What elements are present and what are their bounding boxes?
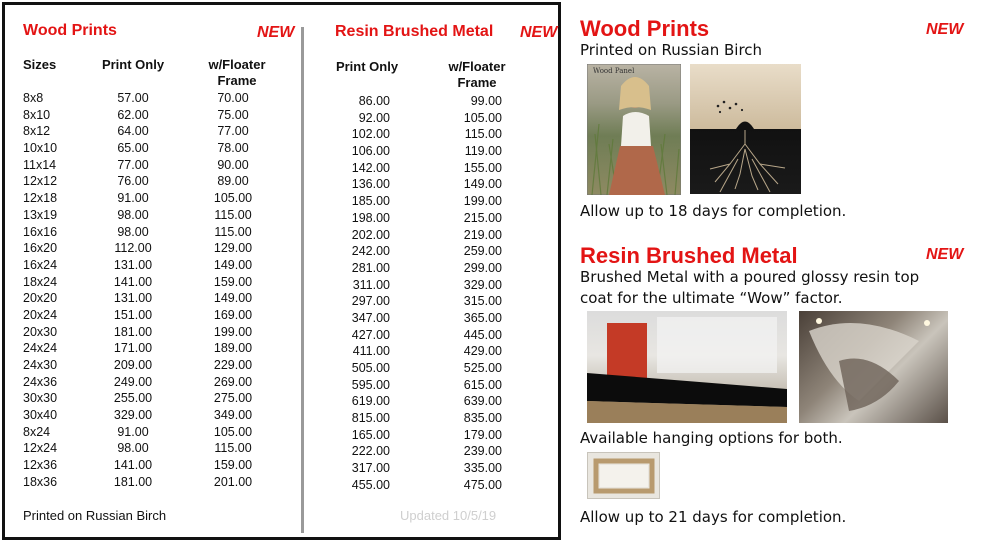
table-row: [335, 176, 535, 193]
print-only-cell: 455.00: [351, 477, 390, 492]
tree-roots-photo: [690, 64, 801, 194]
floater-cell: 77.00: [217, 124, 249, 139]
print-only-cell: 77.00: [117, 157, 149, 172]
price-list-panel: [2, 2, 561, 540]
print-only-cell: 92.00: [358, 110, 390, 125]
floater-cell: 105.00: [213, 424, 253, 439]
size-cell: 24x24: [23, 341, 58, 356]
print-only-cell: 619.00: [351, 394, 390, 409]
print-only-cell: 202.00: [351, 227, 390, 242]
resin-description-line2: coat for the ultimate “Wow” factor.: [580, 289, 843, 307]
wood-footer-note: Printed on Russian Birch: [23, 508, 167, 523]
print-only-cell: 131.00: [113, 257, 153, 272]
print-only-cell: 65.00: [117, 141, 149, 156]
print-only-cell: 181.00: [113, 474, 153, 489]
resin-price-table: [335, 93, 535, 494]
size-cell: 18x36: [23, 474, 58, 489]
print-only-cell: 151.00: [113, 307, 153, 322]
print-only-cell: 815.00: [351, 411, 390, 426]
table-row: [335, 126, 535, 143]
resin-completion-note: Allow up to 21 days for completion.: [580, 508, 847, 526]
table-row: [23, 474, 293, 491]
print-only-cell: 427.00: [351, 327, 390, 342]
floater-cell: 315.00: [463, 294, 502, 309]
resin-title: Resin Brushed Metal: [335, 23, 494, 40]
table-row: [23, 457, 293, 474]
column-divider: [301, 27, 304, 533]
floater-cell: 189.00: [213, 341, 253, 356]
resin-print-photo: [799, 311, 948, 423]
print-only-cell: 91.00: [117, 424, 149, 439]
floater-cell: 99.00: [470, 94, 502, 108]
table-row: [335, 393, 535, 410]
floater-cell: 229.00: [213, 358, 253, 372]
size-cell: 10x10: [23, 141, 58, 156]
floater-cell: 349.00: [213, 408, 253, 423]
floater-cell: 639.00: [463, 394, 502, 409]
print-only-cell: 255.00: [113, 391, 153, 406]
print-only-cell: 198.00: [351, 210, 390, 225]
table-row: [23, 140, 293, 157]
floater-cell: 259.00: [463, 244, 502, 259]
table-row: [335, 260, 535, 277]
print-only-cell: 181.00: [113, 324, 153, 339]
floater-cell: 475.00: [463, 477, 502, 492]
table-row: [23, 374, 293, 391]
floater-cell: 335.00: [463, 461, 502, 476]
print-only-cell: 329.00: [113, 408, 153, 423]
floater-cell: 179.00: [463, 427, 502, 442]
floater-cell: 115.00: [464, 127, 502, 142]
table-row: [23, 340, 293, 357]
wood-price-table: [23, 90, 293, 491]
right-wood-subtitle: Printed on Russian Birch: [580, 41, 763, 59]
print-only-cell: 281.00: [351, 260, 390, 275]
size-cell: 20x30: [23, 324, 58, 339]
right-wood-title: Wood Prints: [580, 16, 710, 41]
floater-cell: 199.00: [213, 324, 253, 339]
table-row: [23, 157, 293, 174]
wood-prints-title: Wood Prints: [23, 22, 117, 39]
size-cell: 18x24: [23, 274, 58, 289]
table-row: [23, 440, 293, 457]
floater-cell: 105.00: [213, 191, 253, 206]
size-cell: 24x30: [23, 358, 58, 372]
table-row: [23, 224, 293, 241]
size-cell: 20x24: [23, 307, 58, 322]
print-only-cell: 297.00: [351, 294, 390, 309]
floater-cell: 299.00: [463, 260, 502, 275]
floater-cell: 169.00: [213, 307, 253, 322]
right-resin-title: Resin Brushed Metal: [580, 243, 798, 268]
table-row: [335, 443, 535, 460]
table-row: [23, 257, 293, 274]
print-only-cell: 222.00: [351, 444, 390, 459]
resin-edge-photo: [587, 311, 787, 423]
table-row: [335, 310, 535, 327]
table-row: [335, 477, 535, 494]
size-cell: 12x36: [23, 458, 58, 473]
floater-cell: 89.00: [217, 174, 249, 189]
table-row: [335, 377, 535, 394]
print-only-cell: 136.00: [351, 177, 390, 192]
size-cell: 8x12: [23, 124, 51, 139]
floater-cell: 115.00: [214, 207, 252, 222]
floater-cell: 149.00: [463, 177, 502, 192]
print-only-cell: 311.00: [352, 277, 390, 292]
size-cell: 8x8: [23, 91, 44, 105]
table-row: [23, 190, 293, 207]
floater-cell: 90.00: [217, 157, 249, 172]
floater-cell: 429.00: [463, 344, 502, 359]
floater-cell: 115.00: [214, 224, 252, 239]
table-row: [335, 110, 535, 127]
print-only-cell: 64.00: [117, 124, 149, 139]
hanging-options-note: Available hanging options for both.: [580, 429, 843, 447]
table-row: [23, 173, 293, 190]
table-row: [335, 193, 535, 210]
print-only-cell: 98.00: [117, 441, 149, 456]
table-row: [335, 160, 535, 177]
table-row: [23, 123, 293, 140]
floater-cell: 149.00: [213, 257, 253, 272]
print-only-cell: 91.00: [117, 191, 149, 206]
sizes-header: Sizes: [23, 57, 57, 72]
floater-cell: 835.00: [463, 411, 502, 426]
table-row: [335, 460, 535, 477]
updated-note: Updated 10/5/19: [400, 508, 497, 523]
table-row: [335, 210, 535, 227]
print-only-cell: 347.00: [351, 310, 390, 325]
print-only-cell: 185.00: [351, 194, 390, 209]
wood-panel-label: Wood Panel: [593, 67, 635, 75]
print-only-cell: 62.00: [117, 107, 149, 122]
print-only-cell: 102.00: [351, 127, 390, 142]
table-row: [23, 290, 293, 307]
table-row: [335, 277, 535, 294]
resin-new-badge: NEW: [520, 24, 558, 41]
table-row: [23, 90, 293, 107]
wood-floater-header: w/Floater Frame: [208, 57, 266, 88]
table-row: [23, 424, 293, 441]
table-row: [335, 143, 535, 160]
floater-cell: 615.00: [463, 377, 502, 392]
floater-cell: 445.00: [463, 327, 502, 342]
right-resin-new-badge: NEW: [926, 246, 964, 263]
size-cell: 16x20: [23, 241, 58, 256]
table-row: [335, 327, 535, 344]
size-cell: 30x30: [23, 391, 58, 406]
floater-cell: 365.00: [463, 310, 502, 325]
table-row: [23, 274, 293, 291]
resin-description-line1: Brushed Metal with a poured glossy resin top: [580, 268, 920, 286]
size-cell: 13x19: [23, 207, 58, 222]
table-row: [335, 227, 535, 244]
floater-cell: 105.00: [463, 110, 502, 125]
table-row: [335, 243, 535, 260]
print-only-cell: 209.00: [113, 358, 153, 372]
size-cell: 16x24: [23, 257, 58, 272]
floater-cell: 159.00: [213, 274, 253, 289]
print-only-cell: 411.00: [352, 344, 390, 359]
print-only-cell: 106.00: [351, 144, 390, 159]
table-row: [23, 324, 293, 341]
floater-cell: 119.00: [464, 144, 502, 159]
print-only-cell: 98.00: [117, 207, 149, 222]
size-cell: 20x20: [23, 291, 58, 306]
table-row: [335, 293, 535, 310]
size-cell: 12x24: [23, 441, 58, 456]
floater-cell: 75.00: [217, 107, 249, 122]
size-cell: 8x24: [23, 424, 51, 439]
table-row: [23, 390, 293, 407]
table-row: [23, 107, 293, 124]
floater-cell: 159.00: [213, 458, 253, 473]
print-only-cell: 165.00: [351, 427, 390, 442]
floater-cell: 219.00: [463, 227, 502, 242]
print-only-cell: 98.00: [117, 224, 149, 239]
resin-print-only-header: Print Only: [335, 59, 399, 74]
print-only-cell: 317.00: [351, 461, 390, 476]
table-row: [23, 207, 293, 224]
floater-cell: 78.00: [217, 141, 249, 156]
print-only-cell: 57.00: [117, 91, 149, 105]
floater-cell: 239.00: [463, 444, 502, 459]
table-row: [23, 240, 293, 257]
size-cell: 24x36: [23, 374, 58, 389]
floater-cell: 129.00: [213, 241, 253, 256]
size-cell: 8x10: [23, 107, 51, 122]
table-row: [23, 357, 293, 374]
table-row: [23, 307, 293, 324]
print-only-cell: 131.00: [113, 291, 153, 306]
floater-cell: 115.00: [214, 441, 252, 456]
floater-cell: 70.00: [217, 91, 249, 105]
table-row: [335, 93, 535, 110]
table-row: [335, 343, 535, 360]
wood-completion-note: Allow up to 18 days for completion.: [580, 202, 847, 220]
print-only-cell: 142.00: [351, 160, 390, 175]
print-only-cell: 112.00: [114, 241, 152, 256]
floater-cell: 269.00: [213, 374, 253, 389]
floater-cell: 275.00: [213, 391, 253, 406]
wood-new-badge: NEW: [257, 24, 295, 41]
floater-cell: 525.00: [463, 361, 502, 375]
size-cell: 12x12: [23, 174, 58, 189]
print-only-cell: 171.00: [113, 341, 153, 356]
print-only-cell: 86.00: [358, 94, 390, 108]
print-only-cell: 242.00: [351, 244, 390, 259]
size-cell: 16x16: [23, 224, 58, 239]
print-only-cell: 141.00: [113, 274, 153, 289]
table-row: [23, 407, 293, 424]
print-only-cell: 505.00: [351, 361, 390, 375]
print-only-cell: 595.00: [351, 377, 390, 392]
floater-cell: 199.00: [463, 194, 502, 209]
floater-cell: 201.00: [213, 474, 253, 489]
size-cell: 30x40: [23, 408, 58, 423]
floater-cell: 329.00: [463, 277, 502, 292]
wood-print-only-header: Print Only: [101, 57, 165, 72]
size-cell: 12x18: [23, 191, 58, 206]
floater-frame-photo: [587, 452, 660, 499]
print-only-cell: 141.00: [113, 458, 153, 473]
floater-cell: 149.00: [213, 291, 253, 306]
table-row: [335, 360, 535, 377]
right-wood-new-badge: NEW: [926, 21, 964, 38]
size-cell: 11x14: [23, 157, 57, 172]
wood-panel-photo: [587, 64, 681, 195]
print-only-cell: 249.00: [113, 374, 153, 389]
table-row: [335, 410, 535, 427]
resin-floater-header: w/Floater Frame: [448, 59, 506, 90]
print-only-cell: 76.00: [117, 174, 149, 189]
table-row: [335, 427, 535, 444]
floater-cell: 215.00: [463, 210, 502, 225]
floater-cell: 155.00: [463, 160, 502, 175]
